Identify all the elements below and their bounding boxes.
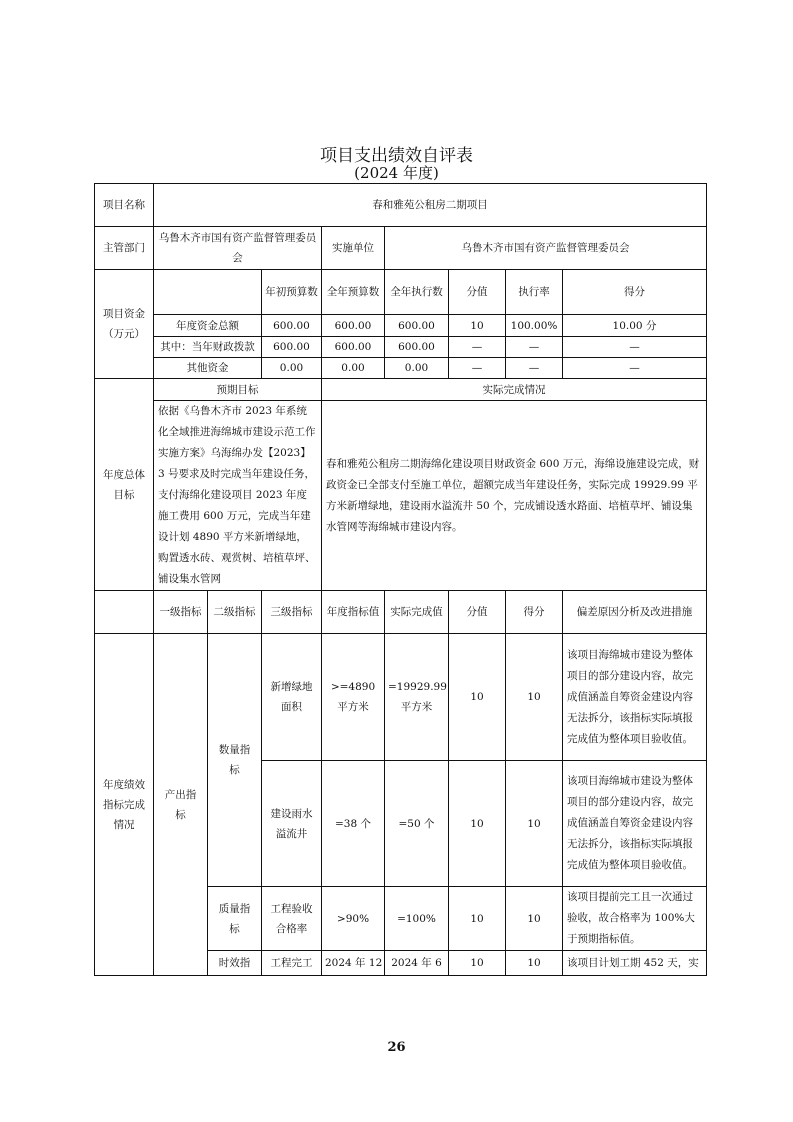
- score: 10: [506, 951, 563, 976]
- deviation-note: 该项目计划工期 452 天，实: [563, 951, 707, 976]
- funds-header: 全年预算数: [322, 270, 385, 315]
- indicator-header: [95, 591, 154, 634]
- indicator-header: 二级指标: [208, 591, 262, 634]
- funds-row-name: 其他资金: [154, 358, 262, 379]
- funds-row: [95, 315, 707, 337]
- indicator-row: [95, 634, 707, 761]
- funds-row-name: 其中：当年财政拨款: [154, 337, 262, 358]
- indicator-header: 偏差原因分析及改进措施: [563, 591, 707, 634]
- l3-indicator: 建设雨水溢流井: [262, 761, 322, 887]
- dept-label: 主管部门: [95, 227, 154, 270]
- indicator-header: 年度指标值: [322, 591, 385, 634]
- performance-table: [94, 183, 707, 976]
- funds-cell: —: [506, 358, 563, 379]
- funds-cell: 0.00: [322, 358, 385, 379]
- target-value: =38 个: [322, 761, 385, 887]
- funds-cell: 600.00: [262, 337, 322, 358]
- impl-value: 乌鲁木齐市国有资产监督管理委员会: [385, 227, 707, 270]
- funds-cell: —: [563, 358, 707, 379]
- l3-indicator: 工程验收合格率: [262, 887, 322, 951]
- funds-header: 全年执行数: [385, 270, 449, 315]
- dept-value: 乌鲁木齐市国有资产监督管理委员会: [154, 227, 322, 270]
- expected-goal-text: 依据《乌鲁木齐市 2023 年系统化全域推进海绵城市建设示范工作实施方案》乌海绵办发【2023】3 号要求及时完成当年建设任务，支付海绵化建设项目 2023 年度施工费用 600 万元，完成当年建设计划 4890 平方米新增绿地，购置透水砖、观赏树、培植草坪、铺设集水管网: [154, 401, 322, 591]
- deviation-note: 该项目海绵城市建设为整体项目的部分建设内容，故完成值涵盖自筹资金建设内容无法拆分，该指标实际填报完成值为整体项目验收值。: [563, 634, 707, 761]
- indicators-section-label: 年度绩效指标完成情况: [95, 634, 154, 976]
- score: 10: [506, 634, 563, 761]
- actual-value: 2024 年 6: [385, 951, 449, 976]
- funds-cell: 100.00%: [506, 315, 563, 337]
- funds-cell: 600.00: [385, 315, 449, 337]
- project-name-label: 项目名称: [95, 184, 154, 227]
- level1-indicator: 产出指标: [154, 634, 208, 976]
- quality-indicator: 质量指标: [208, 887, 262, 951]
- funds-header: 年初预算数: [262, 270, 322, 315]
- timeliness-indicator: 时效指: [208, 951, 262, 976]
- actual-value: =19929.99 平方米: [385, 634, 449, 761]
- target-value: >90%: [322, 887, 385, 951]
- funds-cell: 10.00 分: [563, 315, 707, 337]
- actual-value: =100%: [385, 887, 449, 951]
- funds-row-name: 年度资金总额: [154, 315, 262, 337]
- score: 10: [506, 887, 563, 951]
- score-value: 10: [449, 634, 506, 761]
- funds-header: 执行率: [506, 270, 563, 315]
- funds-row: [95, 337, 707, 358]
- deviation-note: 该项目提前完工且一次通过验收，故合格率为 100%大于预期指标值。: [563, 887, 707, 951]
- indicator-header: 一级指标: [154, 591, 208, 634]
- funds-blank-header: [154, 270, 262, 315]
- funds-header: 得分: [563, 270, 707, 315]
- quantity-indicator: 数量指标: [208, 634, 262, 887]
- project-name: 春和雅苑公租房二期项目: [154, 184, 707, 227]
- actual-value: =50 个: [385, 761, 449, 887]
- indicator-header: 得分: [506, 591, 563, 634]
- funds-cell: 600.00: [385, 337, 449, 358]
- expected-goal-header: 预期目标: [154, 379, 322, 401]
- funds-cell: 600.00: [262, 315, 322, 337]
- page-subtitle: (2024 年度): [354, 164, 439, 182]
- page-title: 项目支出绩效自评表: [320, 146, 473, 166]
- page-number: 26: [387, 1040, 406, 1055]
- target-value: 2024 年 12: [322, 951, 385, 976]
- goals-label: 年度总体目标: [95, 379, 154, 591]
- funds-row: [95, 358, 707, 379]
- deviation-note: 该项目海绵城市建设为整体项目的部分建设内容，故完成值涵盖自筹资金建设内容无法拆分，该指标实际填报完成值为整体项目验收值。: [563, 761, 707, 887]
- funds-header: 分值: [449, 270, 506, 315]
- impl-label: 实施单位: [322, 227, 385, 270]
- funds-cell: 0.00: [262, 358, 322, 379]
- indicator-header: 实际完成值: [385, 591, 449, 634]
- score-value: 10: [449, 887, 506, 951]
- l3-indicator: 工程完工: [262, 951, 322, 976]
- funds-cell: —: [506, 337, 563, 358]
- funds-cell: 0.00: [385, 358, 449, 379]
- funds-cell: —: [449, 358, 506, 379]
- score-value: 10: [449, 761, 506, 887]
- funds-cell: 600.00: [322, 315, 385, 337]
- target-value: >=4890 平方米: [322, 634, 385, 761]
- funds-cell: 600.00: [322, 337, 385, 358]
- actual-completion-text: 春和雅苑公租房二期海绵化建设项目财政资金 600 万元，海绵设施建设完成，财政资金已全部支付至施工单位，超额完成当年建设任务，实际完成 19929.99 平方米新增绿地，建设雨水溢流井 50 个，完成铺设透水路面、培植草坪、铺设集水管网等海绵城市建设内容。: [322, 401, 707, 591]
- l3-indicator: 新增绿地面积: [262, 634, 322, 761]
- score-value: 10: [449, 951, 506, 976]
- funds-label: 项目资金（万元）: [95, 270, 154, 379]
- funds-cell: —: [563, 337, 707, 358]
- score: 10: [506, 761, 563, 887]
- funds-cell: 10: [449, 315, 506, 337]
- funds-cell: —: [449, 337, 506, 358]
- actual-completion-header: 实际完成情况: [322, 379, 707, 401]
- indicator-header: 三级指标: [262, 591, 322, 634]
- indicator-header: 分值: [449, 591, 506, 634]
